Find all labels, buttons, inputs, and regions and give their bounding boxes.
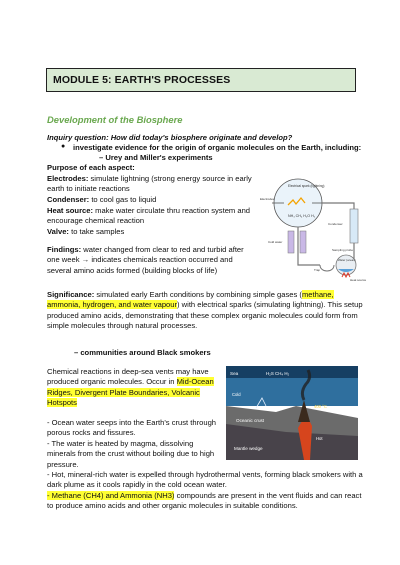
electrodes-text: simulate lightning (strong energy source in early earth to initiate reactions: [47, 174, 252, 194]
section-heading: Development of the Biosphere: [47, 114, 183, 125]
chem-pre: Chemical reactions in deep-sea vents may have produced organic molecules. Occur in: [47, 367, 209, 387]
diagram-cold-water-label: Cold water: [268, 240, 283, 244]
valve-entry: [47, 227, 257, 237]
diagram-electrodes-label: Electrodes: [260, 197, 275, 201]
diagram-trap-label: Trap: [314, 268, 321, 272]
bullet-text: investigate evidence for the origin of organic molecules on the Earth, including:: [73, 143, 362, 152]
bullet-dot-icon: ●: [61, 143, 66, 150]
condenser-label: Condenser:: [47, 195, 90, 204]
seep-paragraph: - Ocean water seeps into the Earth's crust through porous rocks and fissures.: [47, 418, 217, 438]
miller-urey-diagram: [258, 173, 368, 281]
vent-sea-label: Sea: [230, 371, 239, 376]
heat-text: make water circulate thru reaction system and encourage chemical reaction: [47, 206, 251, 226]
condenser-tube: [350, 209, 358, 243]
findings-entry: [47, 245, 253, 276]
heat-entry: [47, 206, 257, 227]
condenser-text: to cool gas to liquid: [89, 195, 157, 204]
vent-hot-label: Hot: [316, 436, 323, 441]
significance-highlight: methane, ammonia, hydrogen, and water vapour: [47, 290, 334, 310]
vent-cold-label: Cold: [232, 392, 241, 397]
diagram-spark-label: Electrical spark (lightning): [288, 184, 325, 188]
significance-post: ) with electrical sparks (simulating lightning). This setup produced amino acids, demonstrating that these complex organic molecules could form from simple molecules through natural processes.: [47, 300, 363, 330]
heat-label: Heat source:: [47, 206, 94, 215]
sub-bullet-black-smokers: – communities around Black smokers: [74, 348, 211, 357]
vent-temp-label: 400 °C: [314, 404, 327, 409]
findings-label: Findings:: [47, 245, 82, 254]
diagram-water-label: Water (ocean): [338, 258, 356, 262]
methane-highlight: - Methane (CH4) and Ammonia (NH3): [47, 491, 175, 500]
hot-water-paragraph: - Hot, mineral-rich water is expelled through hydrothermal vents, forming black smokers with a dark plume as it cools rapidly in the cold ocean water.: [47, 470, 363, 490]
methane-post: compounds are present in the vent fluids and can react to produce amino acids and other organic molecules in suitable conditions.: [47, 491, 362, 511]
chemical-reactions-paragraph: [47, 367, 223, 408]
inquiry-question: Inquiry question: How did today's biosphere originate and develop?: [47, 133, 293, 142]
diagram-heat-label: Heat source: [350, 278, 367, 281]
vent-mantle-label: Mantle wedge: [234, 446, 263, 451]
diagram-gases-label: NH₃ CH₄ H₂O H₂: [288, 214, 316, 218]
sub-bullet-urey-miller: – Urey and Miller's experiments: [99, 153, 213, 162]
chem-highlight: Mid-Ocean Ridges, Divergent Plate Boundaries, Volcanic Hotspots: [47, 377, 214, 407]
valve-label: Valve:: [47, 227, 69, 236]
diagram-condenser-label: Condenser: [328, 222, 343, 226]
heated-paragraph: - The water is heated by magma, dissolving minerals from the crust without boiling due to high pressure.: [47, 439, 215, 469]
hydrothermal-vent-diagram: [226, 366, 358, 460]
electrodes-label: Electrodes:: [47, 174, 89, 183]
condenser-entry: [47, 195, 257, 205]
valve-text: to take samples: [68, 227, 125, 236]
module-title: MODULE 5: EARTH'S PROCESSES: [46, 68, 356, 92]
purpose-heading: Purpose of each aspect:: [47, 163, 135, 172]
findings-text: water changed from clear to red and turbid after one week → indicates chemicals reaction occurred and several amino acids formed (building blocks of life): [47, 245, 244, 275]
vent-ocean-crust-label: Oceanic crust: [236, 418, 265, 423]
methane-paragraph: [47, 491, 367, 512]
significance-pre: simulated early Earth conditions by combining simple gases (: [94, 290, 302, 299]
electrodes-entry: [47, 174, 257, 195]
diagram-sample-label: Sampling probe: [332, 248, 354, 252]
significance-paragraph: [47, 290, 367, 331]
vent-gases-label: H₂S CH₄ H₂: [266, 371, 290, 376]
significance-label: Significance:: [47, 290, 95, 299]
